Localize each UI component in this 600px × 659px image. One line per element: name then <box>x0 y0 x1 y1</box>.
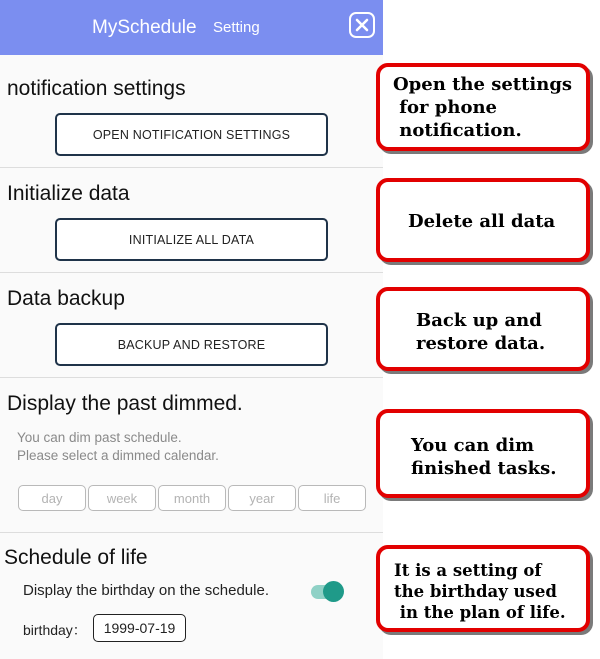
callout-notification-text: Open the settings for phone notification. <box>393 74 573 141</box>
birthday-toggle-label: Display the birthday on the schedule. <box>23 582 269 599</box>
divider <box>0 532 383 533</box>
app-header <box>0 0 383 55</box>
divider <box>0 377 383 378</box>
close-button[interactable] <box>349 12 375 38</box>
callout-life <box>376 545 590 632</box>
section-title-dim-past: Display the past dimmed. <box>7 392 243 415</box>
dim-option-day[interactable]: day <box>18 485 86 511</box>
app-title: MySchedule <box>92 17 197 38</box>
dim-hint-line1: You can dim past schedule. <box>17 430 182 445</box>
callout-backup <box>376 287 590 371</box>
divider <box>0 272 383 273</box>
dim-option-life[interactable]: life <box>298 485 366 511</box>
birthday-toggle-switch[interactable] <box>323 581 344 602</box>
section-title-backup: Data backup <box>7 287 125 310</box>
dim-option-month[interactable]: month <box>158 485 226 511</box>
birthday-input[interactable]: 1999-07-19 <box>93 614 186 642</box>
callout-backup-text: Back up and restore data. <box>416 310 546 354</box>
section-title-life: Schedule of life <box>4 546 148 569</box>
dim-option-week[interactable]: week <box>88 485 156 511</box>
dim-option-year[interactable]: year <box>228 485 296 511</box>
backup-and-restore-button[interactable]: BACKUP AND RESTORE <box>55 323 328 366</box>
callout-notification <box>376 63 590 151</box>
callout-initialize-text: Delete all data <box>408 211 556 232</box>
close-x-icon <box>355 18 369 32</box>
callout-life-text: It is a setting of the birthday used in the plan of life. <box>394 561 566 622</box>
open-notification-settings-button[interactable]: OPEN NOTIFICATION SETTINGS <box>55 113 328 156</box>
setting-tab[interactable]: Setting <box>213 19 260 36</box>
dim-hint-line2: Please select a dimmed calendar. <box>17 448 219 463</box>
divider <box>0 167 383 168</box>
callout-initialize <box>376 178 590 262</box>
birthday-label: birthday： <box>23 622 87 638</box>
section-title-initialize: Initialize data <box>7 182 130 205</box>
initialize-all-data-button[interactable]: INITIALIZE ALL DATA <box>55 218 328 261</box>
callout-dim <box>376 409 590 498</box>
section-title-notification: notification settings <box>7 77 186 100</box>
callout-dim-text: You can dim finished tasks. <box>411 435 557 479</box>
